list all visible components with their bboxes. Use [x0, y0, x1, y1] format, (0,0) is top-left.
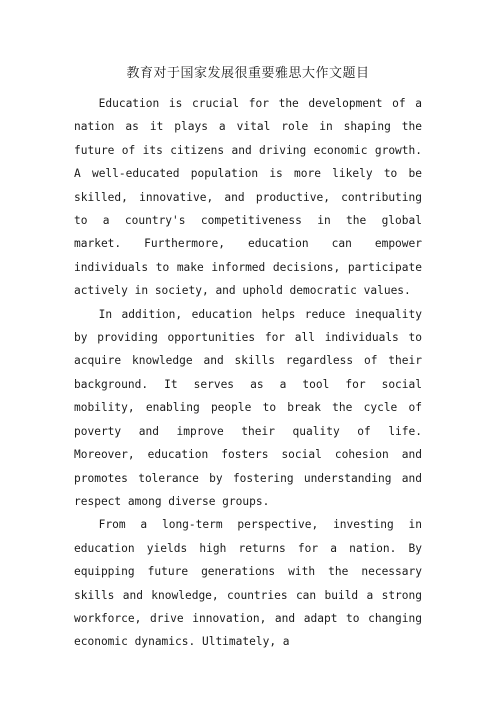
- document-body: [74, 64, 422, 654]
- paragraph-2: In addition, education helps reduce inequality by providing opportunities for all individuals to acquire knowledge and skills regardless of their background. It serves as a tool for social mobility, enabling people to break the cycle of poverty and improve their quality of life. Moreover, education fosters social cohesion and promotes tolerance by fostering understanding and respect among diverse groups.: [74, 307, 422, 508]
- paragraph-1: Education is crucial for the development of a nation as it plays a vital role in shaping the future of its citizens and driving economic growth. A well-educated population is more likely to be skilled, innovative, and productive, contributing to a country's competitiveness in the global market. Furthermore, education can empower individuals to make informed decisions, participate actively in society, and uphold democratic values.: [74, 97, 422, 298]
- document-title: 教育对于国家发展很重要雅思大作文题目: [126, 66, 370, 81]
- paragraph-3: From a long-term perspective, investing in education yields high returns for a nation. By equipping future generations with the necessary skills and knowledge, countries can build a strong workforce, drive innovation, and adapt to changing economic dynamics. Ultimately, a: [74, 518, 422, 649]
